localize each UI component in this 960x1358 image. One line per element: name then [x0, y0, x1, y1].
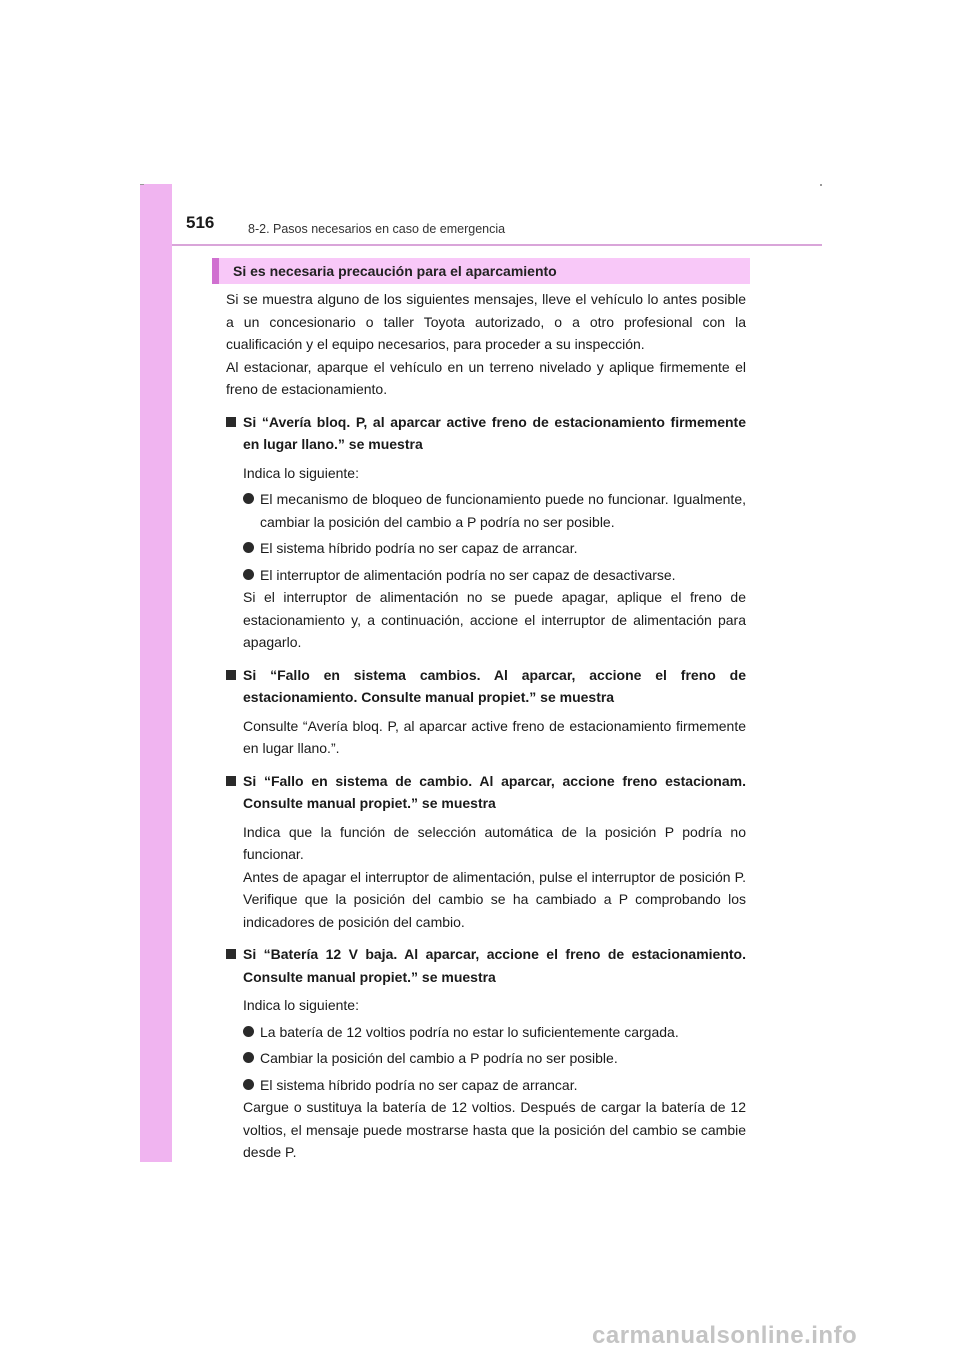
section-body [226, 715, 746, 760]
watermark: carmanualsonline.info [592, 1322, 858, 1349]
round-bullet-icon [243, 1052, 254, 1063]
lead-text: Indica lo siguiente: [243, 997, 359, 1013]
intro-paragraph: Si se muestra alguno de los siguientes mensajes, lleve el vehículo lo antes posible a un concesionario o taller Toyota autorizado, o a otro profesional con la cualificación y el equipo necesarios, para proceder a su inspección. [226, 291, 746, 352]
list-item: El mecanismo de bloqueo de funcionamiento puede no funcionar. Igualmente, cambiar la posición del cambio a P podría no ser posible. [243, 488, 746, 533]
intro [226, 288, 746, 401]
round-bullet-icon [243, 1079, 254, 1090]
square-bullet-icon [226, 417, 236, 427]
section-heading: Si “Fallo en sistema de cambio. Al aparcar, accione freno estacionam. Consulte manual propiet.” se muestra [226, 770, 746, 815]
list-item: El sistema híbrido podría no ser capaz de arrancar. [243, 537, 746, 560]
square-bullet-icon [226, 670, 236, 680]
list-item: La batería de 12 voltios podría no estar lo suficientemente cargada. [243, 1021, 746, 1044]
lead-text: Indica lo siguiente: [243, 464, 359, 481]
body-text: Consulte “Avería bloq. P, al aparcar active freno de estacionamiento firmemente en lugar llano.”. [243, 717, 746, 756]
after-text: Cargue o sustituya la batería de 12 voltios. Después de cargar la batería de 12 voltios, el mensaje puede mostrarse hasta que la posición del cambio se cambie desde P. [243, 1099, 746, 1160]
section-body [226, 994, 746, 1164]
round-bullet-icon [243, 1026, 254, 1037]
list-item: El sistema híbrido podría no ser capaz de arrancar. [243, 1074, 746, 1097]
body-text: Antes de apagar el interruptor de alimentación, pulse el interruptor de posición P. Verifique que la posición del cambio se ha cambiado a P comprobando los indicadores de posición del cambio. [243, 868, 746, 930]
crop-mark-left [140, 184, 144, 185]
main-content [226, 288, 746, 1164]
crop-mark-right [820, 184, 822, 186]
banner-title: Si es necesaria precaución para el aparcamiento [233, 263, 557, 279]
section-body [226, 462, 746, 654]
section-body [226, 821, 746, 934]
list-item: El interruptor de alimentación podría no ser capaz de desactivarse. [243, 564, 746, 587]
section-heading: Si “Fallo en sistema cambios. Al aparcar, accione el freno de estacionamiento. Consulte manual propiet.” se muestra [226, 664, 746, 709]
body-text: Indica que la función de selección automática de la posición P podría no funcionar. [243, 823, 746, 862]
caution-banner [212, 258, 750, 284]
list-item: Cambiar la posición del cambio a P podría no ser posible. [243, 1047, 746, 1070]
intro-paragraph: Al estacionar, aparque el vehículo en un terreno nivelado y aplique firmemente el freno de estacionamiento. [226, 358, 746, 397]
chapter-side-strip [140, 184, 172, 1162]
page-number: 516 [186, 213, 215, 232]
section-heading: Si “Avería bloq. P, al aparcar active freno de estacionamiento firmemente en lugar llano.” se muestra [226, 411, 746, 456]
header-rule [172, 244, 822, 246]
square-bullet-icon [226, 949, 236, 959]
after-text: Si el interruptor de alimentación no se puede apagar, aplique el freno de estacionamiento y, a continuación, accione el interruptor de alimentación para apagarlo. [243, 589, 746, 650]
round-bullet-icon [243, 569, 254, 580]
section-heading: Si “Batería 12 V baja. Al aparcar, accione el freno de estacionamiento. Consulte manual propiet.” se muestra [226, 943, 746, 988]
round-bullet-icon [243, 542, 254, 553]
section-title: 8-2. Pasos necesarios en caso de emergencia [248, 222, 506, 236]
square-bullet-icon [226, 776, 236, 786]
round-bullet-icon [243, 493, 254, 504]
